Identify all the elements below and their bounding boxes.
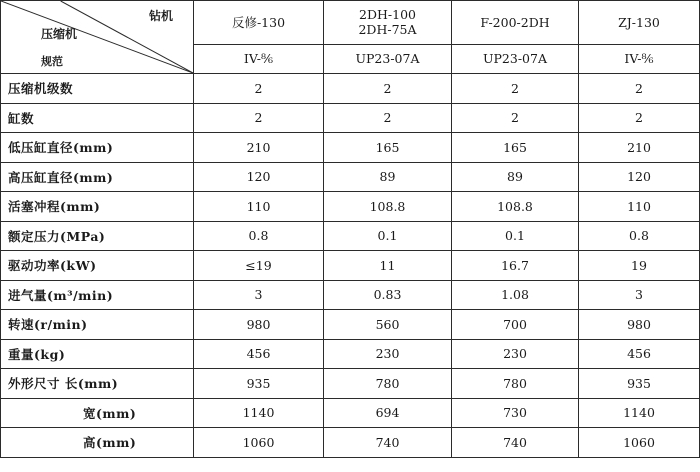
value-cell: 1060	[194, 428, 324, 458]
value-cell: 2	[579, 74, 700, 104]
value-cell: 780	[452, 369, 579, 399]
table-row	[1, 428, 700, 458]
table-row	[1, 398, 700, 428]
model-name-1: 反修-130	[194, 1, 324, 45]
value-cell: 19	[579, 251, 700, 281]
table-row	[1, 251, 700, 281]
corner-label-compressor: 压缩机	[41, 27, 78, 41]
value-cell: 780	[324, 369, 452, 399]
value-cell: 110	[194, 192, 324, 222]
corner-label-spec: 规范	[41, 55, 63, 68]
value-cell: 2	[579, 103, 700, 133]
value-cell: 456	[194, 339, 324, 369]
value-cell: 935	[194, 369, 324, 399]
table-row	[1, 339, 700, 369]
model-spec-1: IV-⁸⁄₆	[194, 44, 324, 73]
value-cell: 1140	[194, 398, 324, 428]
row-label: 高(mm)	[1, 428, 194, 458]
value-cell: 0.8	[579, 221, 700, 251]
value-cell: 89	[452, 162, 579, 192]
model-spec-4: IV-⁸⁄₆	[579, 44, 700, 73]
row-label: 缸数	[1, 103, 194, 133]
table-row	[1, 74, 700, 104]
value-cell: 89	[324, 162, 452, 192]
value-cell: 230	[324, 339, 452, 369]
row-label: 高压缸直径(mm)	[1, 162, 194, 192]
value-cell: 1.08	[452, 280, 579, 310]
row-label: 低压缸直径(mm)	[1, 133, 194, 163]
value-cell: 730	[452, 398, 579, 428]
row-label: 驱动功率(kW)	[1, 251, 194, 281]
table-row	[1, 133, 700, 163]
value-cell: 165	[452, 133, 579, 163]
model-name-4: ZJ-130	[579, 1, 700, 45]
value-cell: 700	[452, 310, 579, 340]
row-label: 活塞冲程(mm)	[1, 192, 194, 222]
value-cell: 3	[194, 280, 324, 310]
value-cell: 2	[194, 74, 324, 104]
value-cell: 2	[324, 103, 452, 133]
value-cell: 120	[579, 162, 700, 192]
value-cell: ≤19	[194, 251, 324, 281]
table-body	[1, 74, 700, 458]
value-cell: 11	[324, 251, 452, 281]
value-cell: 2	[194, 103, 324, 133]
header-corner-cell	[1, 1, 194, 74]
value-cell: 110	[579, 192, 700, 222]
value-cell: 16.7	[452, 251, 579, 281]
value-cell: 560	[324, 310, 452, 340]
value-cell: 0.83	[324, 280, 452, 310]
value-cell: 0.8	[194, 221, 324, 251]
table-row	[1, 369, 700, 399]
value-cell: 210	[579, 133, 700, 163]
row-label: 额定压力(MPa)	[1, 221, 194, 251]
value-cell: 230	[452, 339, 579, 369]
row-label: 重量(kg)	[1, 339, 194, 369]
value-cell: 980	[579, 310, 700, 340]
row-label: 进气量(m³/min)	[1, 280, 194, 310]
value-cell: 210	[194, 133, 324, 163]
table-row	[1, 280, 700, 310]
corner-label-drill: 钻机	[148, 9, 173, 23]
model-name-2: 2DH-100 2DH-75A	[324, 1, 452, 45]
value-cell: 0.1	[452, 221, 579, 251]
row-label: 外形尺寸 长(mm)	[1, 369, 194, 399]
value-cell: 1140	[579, 398, 700, 428]
value-cell: 3	[579, 280, 700, 310]
model-spec-3: UP23-07A	[452, 44, 579, 73]
row-label: 转速(r/min)	[1, 310, 194, 340]
value-cell: 2	[324, 74, 452, 104]
value-cell: 980	[194, 310, 324, 340]
row-label: 压缩机级数	[1, 74, 194, 104]
row-label: 宽(mm)	[1, 398, 194, 428]
value-cell: 120	[194, 162, 324, 192]
value-cell: 108.8	[324, 192, 452, 222]
value-cell: 165	[324, 133, 452, 163]
table-row	[1, 162, 700, 192]
model-spec-2: UP23-07A	[324, 44, 452, 73]
value-cell: 935	[579, 369, 700, 399]
header-model-row	[1, 1, 700, 45]
table-row	[1, 192, 700, 222]
value-cell: 740	[452, 428, 579, 458]
value-cell: 740	[324, 428, 452, 458]
table-row	[1, 310, 700, 340]
value-cell: 1060	[579, 428, 700, 458]
table-row	[1, 221, 700, 251]
table-row	[1, 103, 700, 133]
value-cell: 694	[324, 398, 452, 428]
value-cell: 2	[452, 74, 579, 104]
value-cell: 456	[579, 339, 700, 369]
value-cell: 2	[452, 103, 579, 133]
model-name-3: F-200-2DH	[452, 1, 579, 45]
value-cell: 0.1	[324, 221, 452, 251]
value-cell: 108.8	[452, 192, 579, 222]
